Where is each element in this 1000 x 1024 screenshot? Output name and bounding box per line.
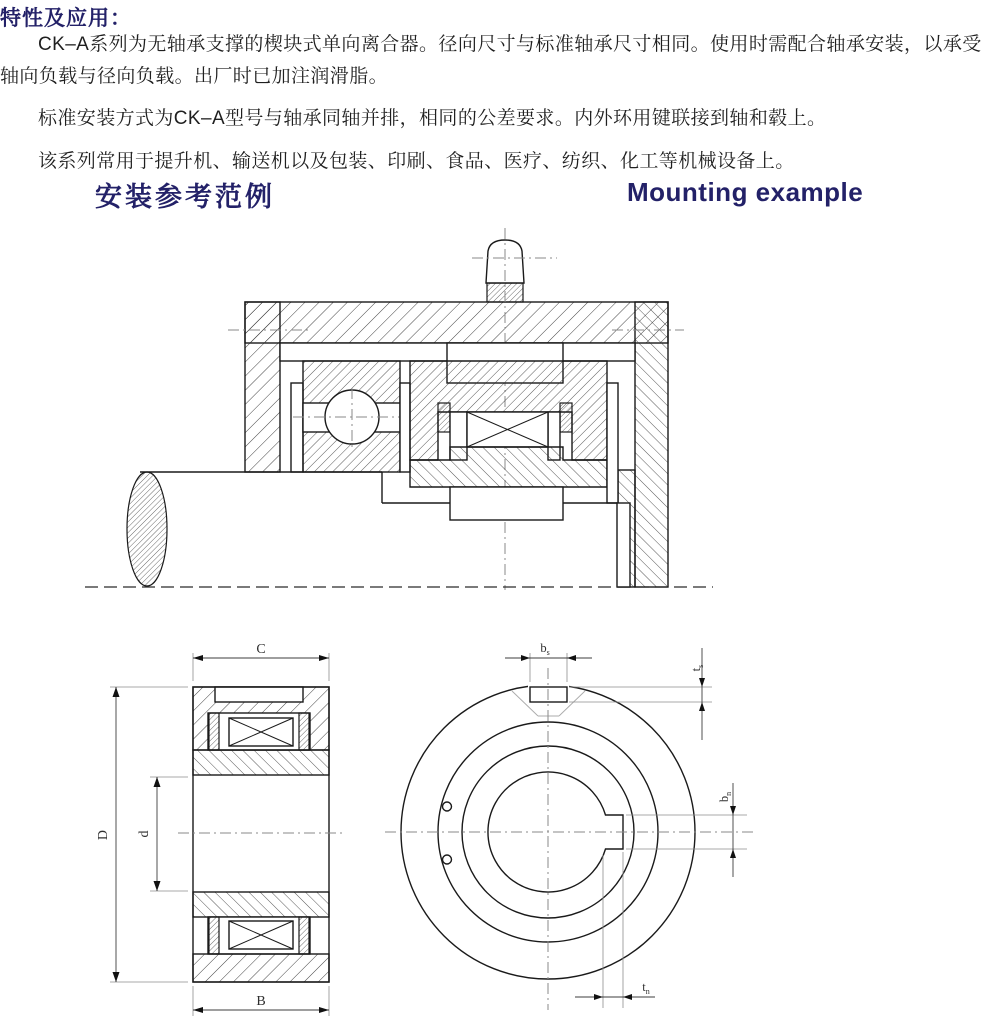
dim-C [193, 642, 329, 681]
technical-drawings [0, 225, 1000, 1024]
dim-label-tn: $t_n$ [642, 980, 650, 996]
dim-label-ts: $t_s$ [689, 664, 705, 672]
mounting-cross-section-drawing [85, 228, 713, 590]
outer-keyway-section [215, 687, 303, 702]
intro-paragraph-2: 标准安装方式为CK–A型号与轴承同轴并排，相同的公差要求。内外环用键联接到轴和毂上。 [38, 108, 827, 129]
intro-paragraph-3: 该系列常用于提升机、输送机以及包装、印刷、食品、医疗、纺织、化工等机械设备上。 [38, 150, 795, 172]
intro-paragraphs [0, 29, 1000, 177]
ball-bearing [291, 361, 411, 472]
lube-hole [443, 802, 452, 811]
intro-paragraph-1: CK–A系列为无轴承支撑的楔块式单向离合器。径向尺寸与标准轴承尺寸相同。使用时需配合轴承安装，以承受轴向负载与径向负载。出厂时已加注润滑脂。 [0, 34, 982, 87]
section-title-zh: 安装参考范例 [95, 182, 275, 212]
dim-label-bn: $b_n$ [717, 791, 733, 803]
dim-tn [575, 852, 655, 1008]
lube-hole [443, 855, 452, 864]
page-title: 特性及应用： [0, 7, 132, 30]
grease-nipple [472, 240, 557, 302]
dim-d [137, 777, 188, 891]
front-view-drawing [385, 641, 757, 1010]
dim-label-D: D [96, 829, 111, 841]
dim-label-bs: $b_s$ [540, 641, 550, 657]
dim-label-d: d [137, 830, 152, 838]
dim-label-B: B [256, 994, 266, 1009]
dim-bn [626, 783, 747, 877]
dim-label-C: C [256, 642, 266, 657]
dim-ts [569, 648, 712, 740]
sprag-clutch [410, 361, 630, 587]
section-title-en: Mounting example [627, 177, 864, 207]
dim-B [193, 986, 329, 1016]
side-section-drawing [96, 642, 342, 1016]
